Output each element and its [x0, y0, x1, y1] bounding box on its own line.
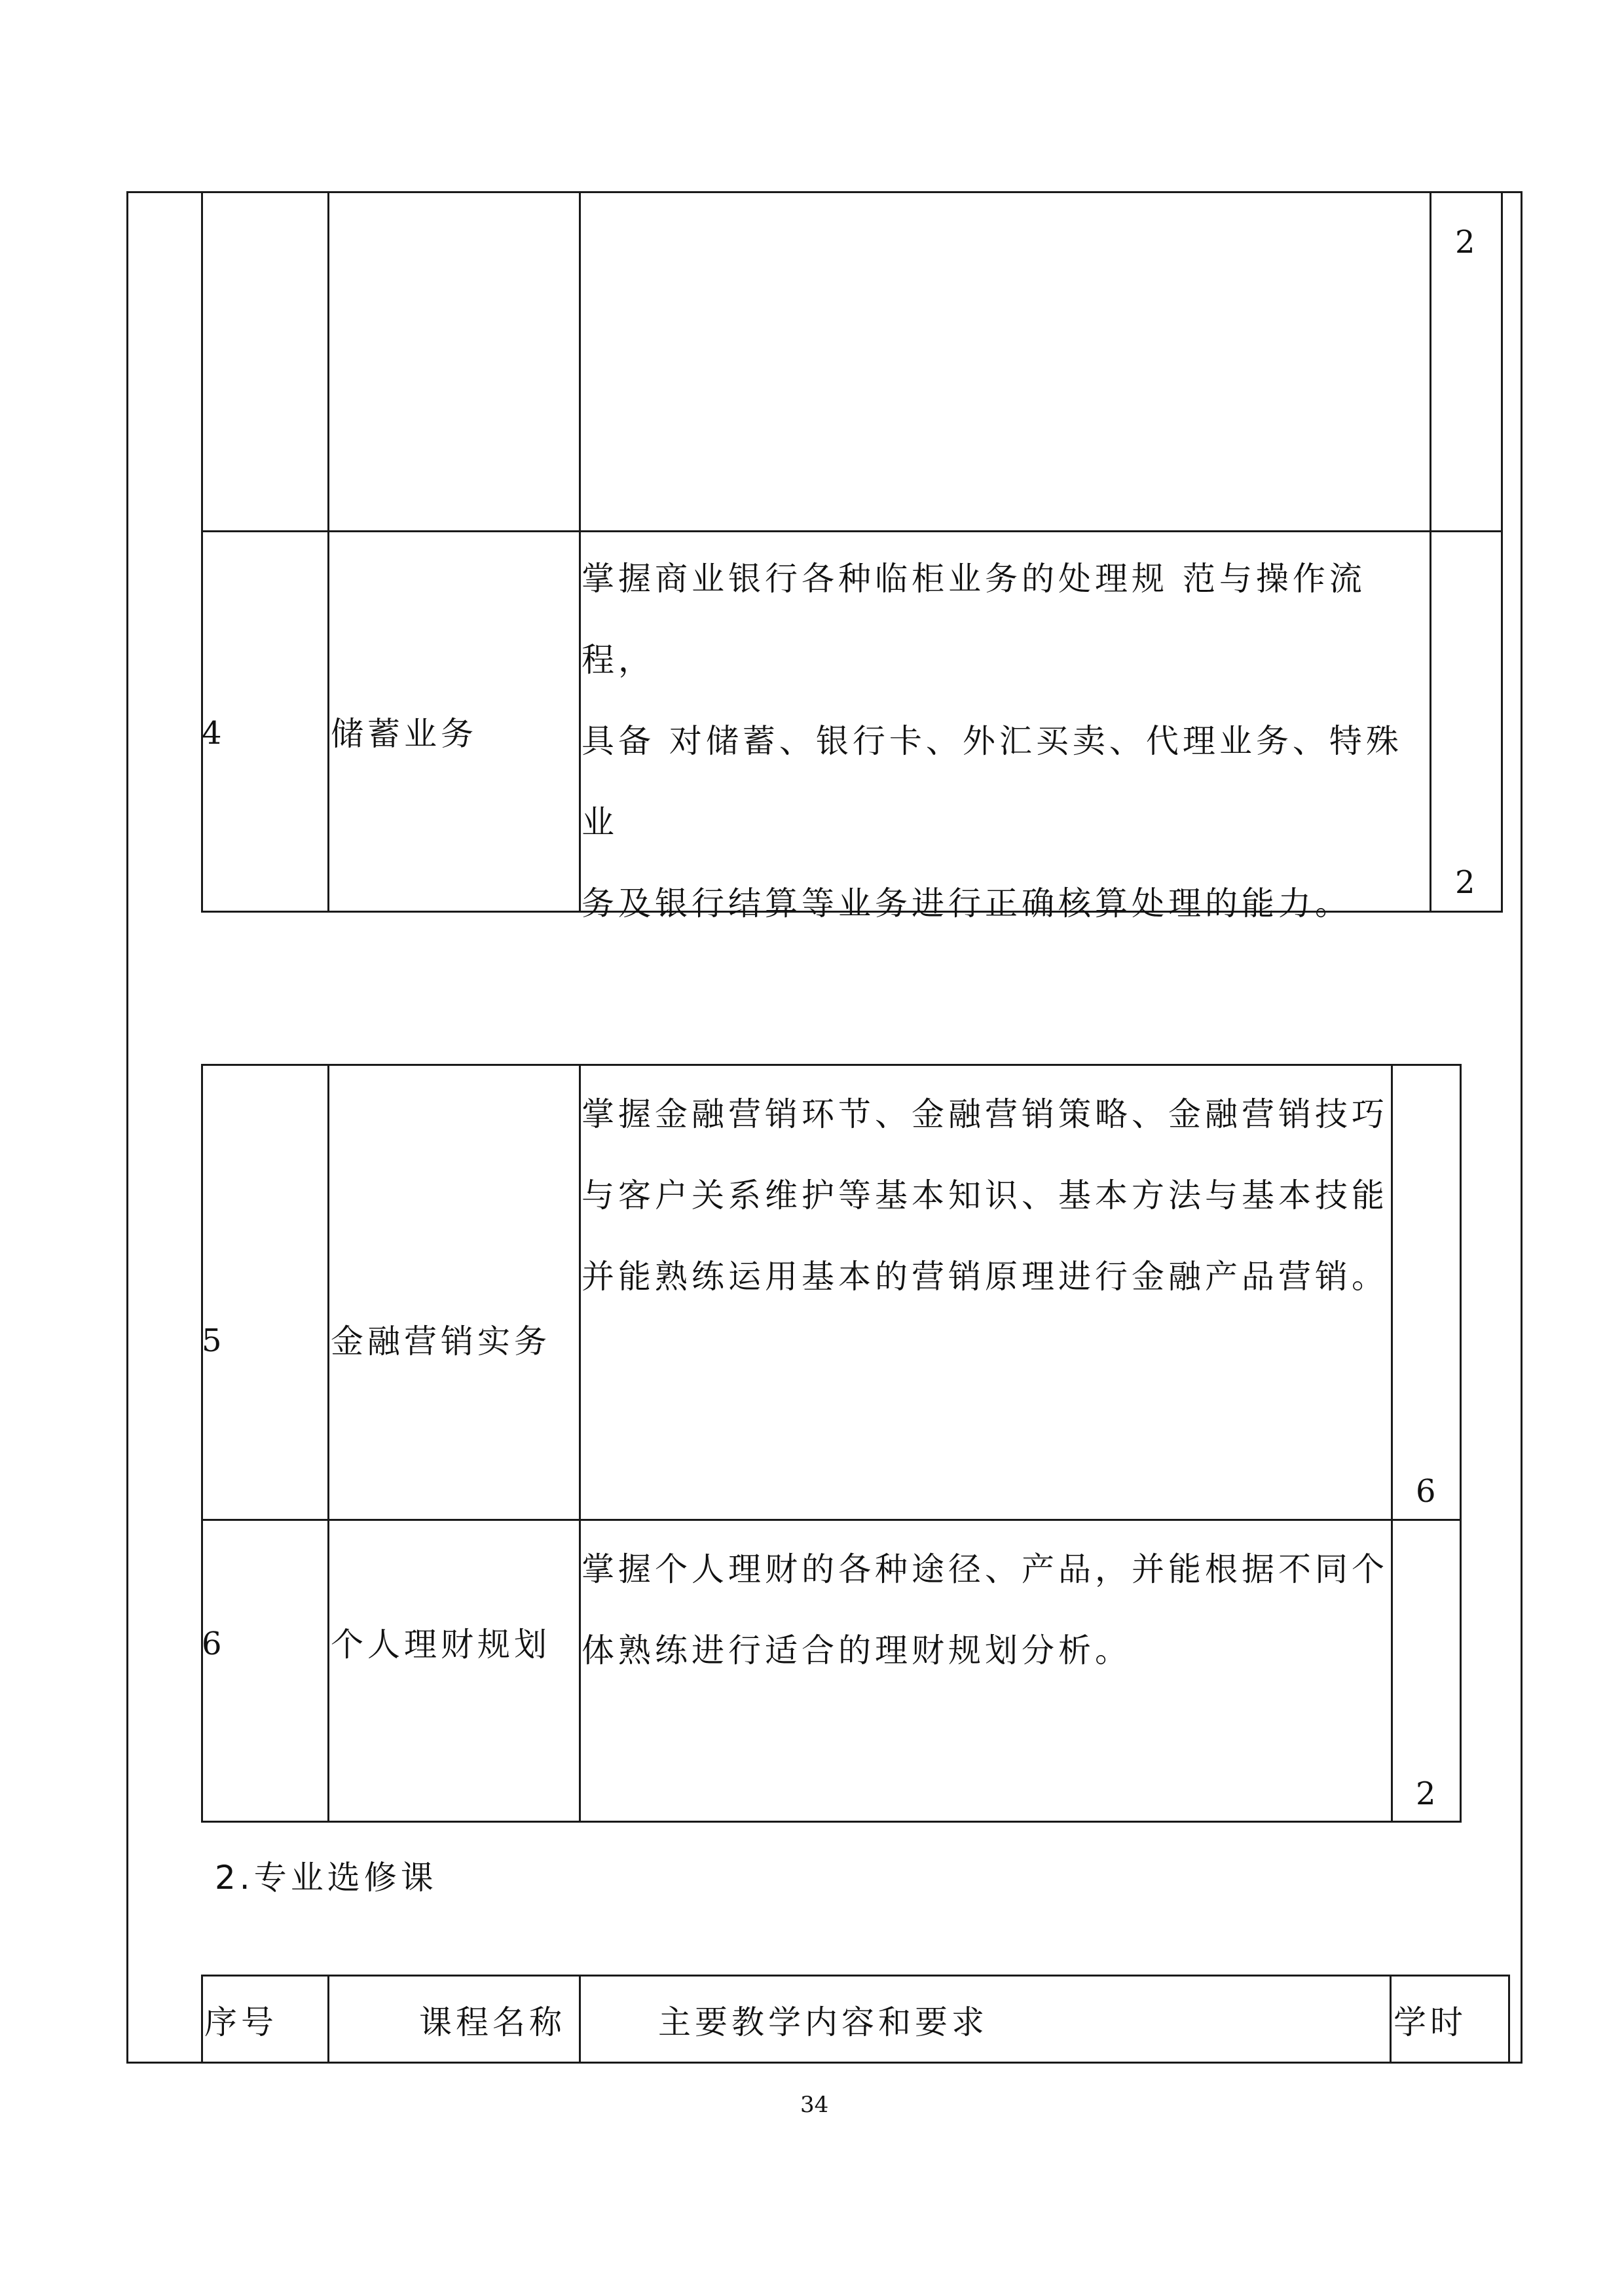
content-line: 并能熟练运用基本的营销原理进行金融产品营销。	[581, 1258, 1388, 1296]
index-cell: 6	[202, 1626, 222, 1662]
hours-cell: 2	[1416, 1776, 1436, 1812]
header-course-name: 课程名称	[419, 2003, 566, 2041]
content-line: 掌握金融营销环节、金融营销策略、金融营销技巧	[581, 1095, 1388, 1133]
content-line: 与客户关系维护等基本知识、基本方法与基本技能	[581, 1176, 1388, 1214]
content-cell	[581, 1074, 1393, 1317]
content-cell	[581, 538, 1433, 944]
content-line: 体熟练进行适合的理财规划分析。	[581, 1631, 1132, 1669]
hours-cell: 6	[1416, 1473, 1436, 1510]
hours-cell: 2	[1455, 224, 1475, 261]
content-cell	[581, 1529, 1393, 1691]
header-hours: 学时	[1393, 2003, 1467, 2041]
hours-cell: 2	[1455, 864, 1475, 901]
section-heading: 2.专业选修课	[215, 1859, 437, 1897]
index-cell: 4	[202, 715, 222, 752]
course-name-cell: 个人理财规划	[331, 1626, 551, 1664]
content-line: 掌握个人理财的各种途径、产品，并能根据不同个	[581, 1550, 1388, 1588]
course-name-cell: 储蓄业务	[331, 715, 477, 753]
content-line: 务及银行结算等业务进行正确核算处理的能力。	[581, 884, 1352, 922]
page-number: 34	[800, 2092, 829, 2118]
content-line: 掌握商业银行各种临柜业务的处理规 范与操作流程，	[581, 560, 1366, 679]
header-content: 主要教学内容和要求	[658, 2003, 988, 2041]
index-cell: 5	[202, 1322, 222, 1359]
course-name-cell: 金融营销实务	[331, 1322, 551, 1360]
content-line: 具备 对储蓄、银行卡、外汇买卖、代理业务、特殊业	[581, 722, 1403, 841]
header-index: 序号	[204, 2003, 278, 2041]
